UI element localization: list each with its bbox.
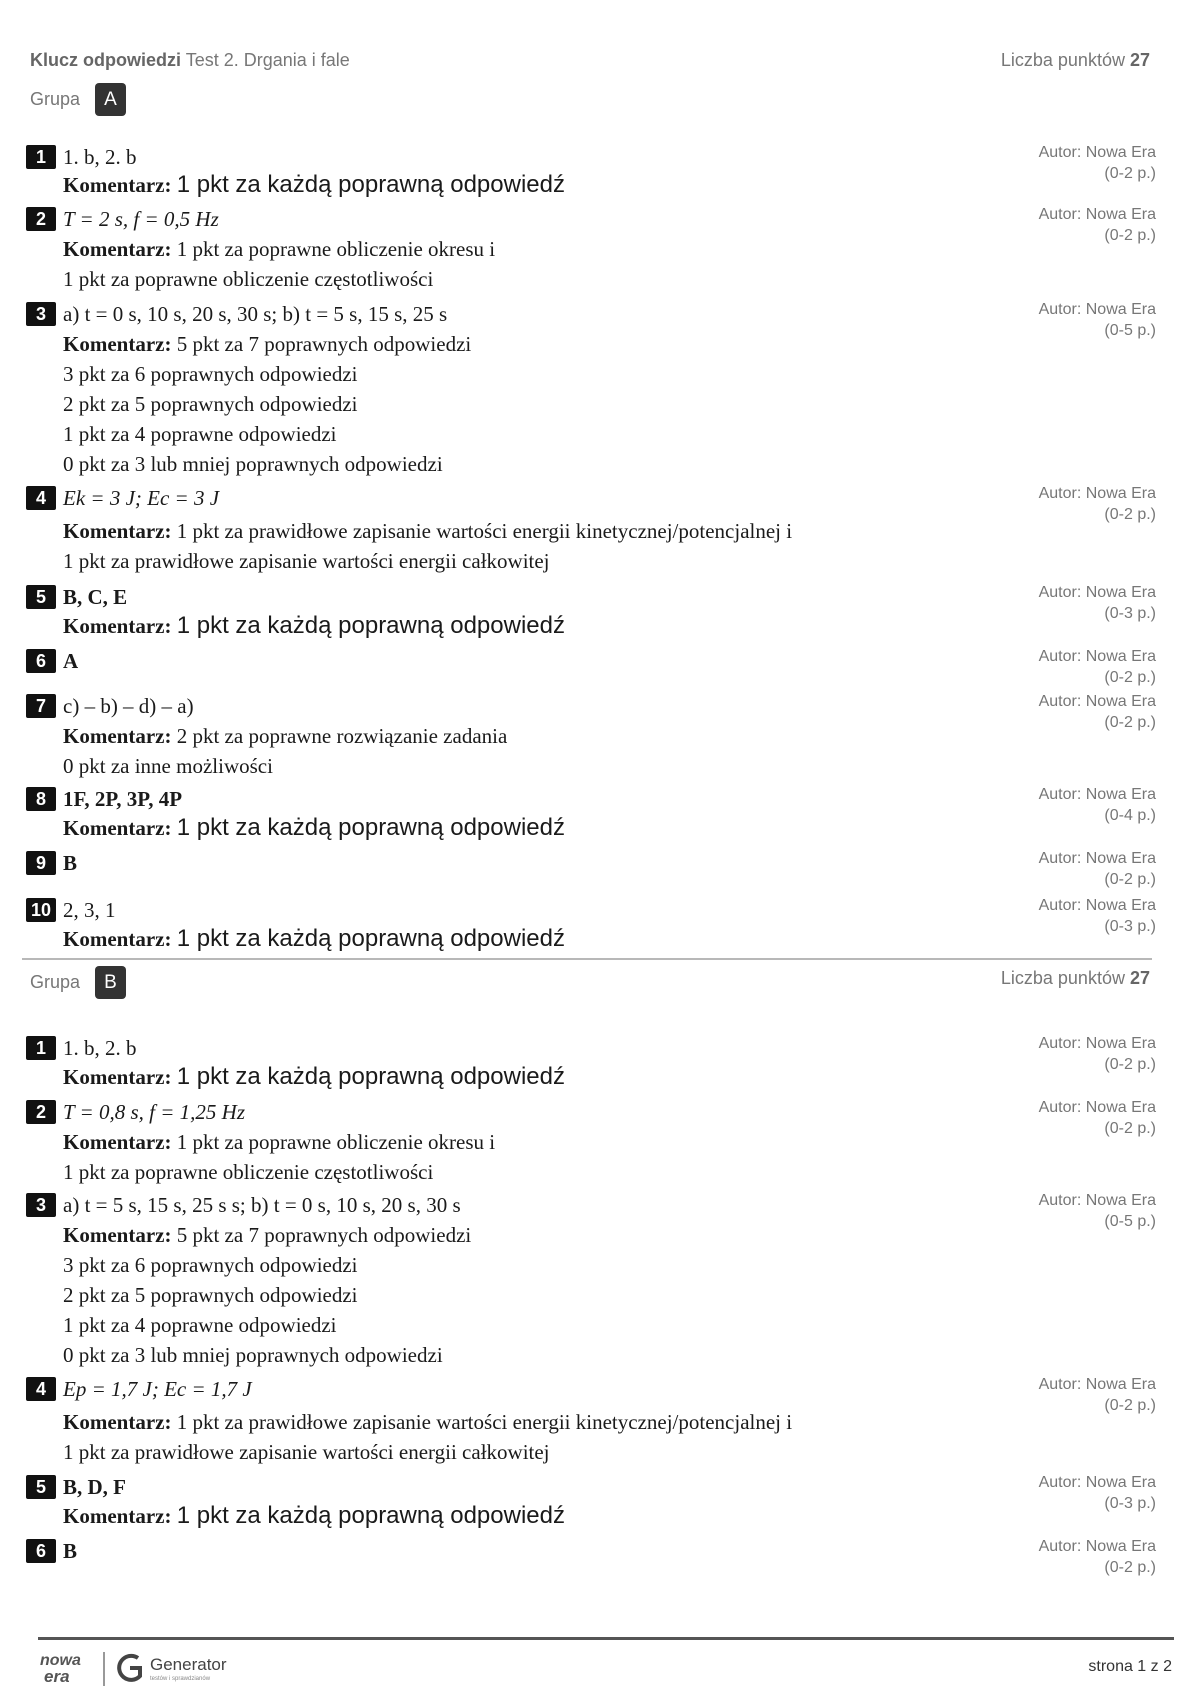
task-a-5 — [26, 582, 1156, 642]
task-a-2 — [26, 204, 1156, 294]
task-comment: Komentarz: 1 pkt za prawidłowe zapisanie wartości energii kinetycznej/potencjalnej i — [63, 1410, 793, 1434]
task-number: 7 — [26, 694, 56, 718]
task-answer: A — [63, 649, 79, 673]
doc-header — [30, 50, 1150, 76]
task-b-3 — [26, 1190, 1156, 1370]
task-comment-line: 1 pkt za prawidłowe zapisanie wartości energii całkowitej — [63, 1440, 550, 1464]
task-number: 6 — [26, 1539, 56, 1563]
task-comment-line: 0 pkt za inne możliwości — [63, 754, 273, 778]
page-number: strona 1 z 2 — [1088, 1658, 1172, 1675]
task-number: 10 — [26, 898, 56, 922]
task-number: 4 — [26, 486, 56, 510]
task-comment: Komentarz: 5 pkt za 7 poprawnych odpowiedzi — [63, 1223, 472, 1247]
task-number: 3 — [26, 1193, 56, 1217]
task-number: 6 — [26, 649, 56, 673]
task-comment-line: 2 pkt za 5 poprawnych odpowiedzi — [63, 392, 358, 416]
task-answer: B — [63, 1539, 78, 1563]
task-a-10 — [26, 895, 1156, 955]
task-answer: Ek = 3 J; Ec = 3 J — [63, 486, 220, 510]
task-number: 5 — [26, 1475, 56, 1499]
task-b-1 — [26, 1033, 1156, 1093]
task-answer: Ep = 1,7 J; Ec = 1,7 J — [63, 1377, 252, 1401]
task-a-6 — [26, 646, 1156, 690]
task-number: 2 — [26, 1100, 56, 1124]
task-comment: Komentarz: 1 pkt za każdą poprawną odpowiedź — [63, 612, 565, 639]
task-author: Autor: Nowa Era (0-2 p.) — [1038, 1376, 1156, 1414]
svg-text:testów i sprawdzianów: testów i sprawdzianów — [150, 1676, 211, 1682]
group-b-points: Liczba punktów 27 — [1000, 968, 1150, 988]
task-a-8 — [26, 784, 1156, 844]
brand-logo-icon — [38, 1648, 278, 1688]
footer-rule — [38, 1637, 1174, 1640]
svg-text:Generator: Generator — [150, 1655, 227, 1674]
task-comment-line: 0 pkt za 3 lub mniej poprawnych odpowiedzi — [63, 452, 443, 476]
svg-text:era: era — [44, 1667, 70, 1686]
task-number: 1 — [26, 1036, 56, 1060]
task-author: Autor: Nowa Era (0-2 p.) — [1038, 485, 1156, 523]
task-author: Autor: Nowa Era (0-3 p.) — [1038, 1474, 1156, 1512]
task-answer: T = 0,8 s, f = 1,25 Hz — [63, 1100, 245, 1124]
task-a-9 — [26, 848, 1156, 892]
task-b-4 — [26, 1374, 1156, 1464]
task-answer: B — [63, 851, 78, 875]
task-author: Autor: Nowa Era (0-2 p.) — [1038, 648, 1156, 686]
task-author: Autor: Nowa Era (0-2 p.) — [1038, 144, 1156, 182]
task-number: 3 — [26, 302, 56, 326]
task-b-5 — [26, 1472, 1156, 1532]
task-answer: T = 2 s, f = 0,5 Hz — [63, 207, 219, 231]
task-author: Autor: Nowa Era (0-3 p.) — [1038, 584, 1156, 622]
task-author: Autor: Nowa Era (0-2 p.) — [1038, 693, 1156, 731]
task-author: Autor: Nowa Era (0-4 p.) — [1038, 786, 1156, 824]
task-comment-line: 3 pkt za 6 poprawnych odpowiedzi — [63, 1253, 358, 1277]
points-total: Liczba punktów 27 — [1000, 50, 1150, 70]
task-answer: 2, 3, 1 — [63, 898, 116, 922]
task-comment: Komentarz: 1 pkt za poprawne obliczenie okresu i — [63, 1130, 496, 1154]
task-comment: Komentarz: 1 pkt za każdą poprawną odpowiedź — [63, 925, 565, 952]
task-comment-line: 1 pkt za poprawne obliczenie częstotliwości — [63, 1160, 434, 1184]
task-comment: Komentarz: 1 pkt za każdą poprawną odpowiedź — [63, 171, 565, 198]
task-author: Autor: Nowa Era (0-2 p.) — [1038, 1538, 1156, 1576]
group-badge-b: B — [95, 966, 126, 999]
task-b-2 — [26, 1097, 1156, 1187]
task-answer: 1F, 2P, 3P, 4P — [63, 787, 183, 811]
task-a-7 — [26, 691, 1156, 781]
task-a-3 — [26, 299, 1156, 479]
task-a-4 — [26, 483, 1156, 573]
task-number: 8 — [26, 787, 56, 811]
task-answer: 1. b, 2. b — [63, 1036, 137, 1060]
task-comment-line: 3 pkt za 6 poprawnych odpowiedzi — [63, 362, 358, 386]
task-number: 2 — [26, 207, 56, 231]
task-a-1 — [26, 142, 1156, 202]
task-answer: B, D, F — [63, 1475, 126, 1499]
svg-text:nowa: nowa — [40, 1652, 81, 1669]
task-number: 5 — [26, 585, 56, 609]
task-number: 9 — [26, 851, 56, 875]
task-comment-line: 1 pkt za 4 poprawne odpowiedzi — [63, 1313, 337, 1337]
task-comment-line: 2 pkt za 5 poprawnych odpowiedzi — [63, 1283, 358, 1307]
task-number: 4 — [26, 1377, 56, 1401]
task-comment: Komentarz: 1 pkt za poprawne obliczenie okresu i — [63, 237, 496, 261]
task-comment: Komentarz: 1 pkt za prawidłowe zapisanie wartości energii kinetycznej/potencjalnej i — [63, 519, 793, 543]
task-answer: B, C, E — [63, 585, 128, 609]
task-comment-line: 1 pkt za 4 poprawne odpowiedzi — [63, 422, 337, 446]
doc-title: Klucz odpowiedzi Test 2. Drgania i fale — [30, 50, 350, 70]
task-number: 1 — [26, 145, 56, 169]
task-answer: c) – b) – d) – a) — [63, 694, 194, 718]
task-answer: a) t = 0 s, 10 s, 20 s, 30 s; b) t = 5 s, 15 s, 25 s — [63, 302, 448, 326]
task-comment: Komentarz: 2 pkt za poprawne rozwiązanie zadania — [63, 724, 508, 748]
task-author: Autor: Nowa Era (0-3 p.) — [1038, 897, 1156, 935]
task-author: Autor: Nowa Era (0-2 p.) — [1038, 850, 1156, 888]
task-author: Autor: Nowa Era (0-5 p.) — [1038, 1192, 1156, 1230]
task-comment: Komentarz: 1 pkt za każdą poprawną odpowiedź — [63, 814, 565, 841]
task-answer: 1. b, 2. b — [63, 145, 137, 169]
task-author: Autor: Nowa Era (0-2 p.) — [1038, 1099, 1156, 1137]
task-comment: Komentarz: 5 pkt za 7 poprawnych odpowiedzi — [63, 332, 472, 356]
task-comment-line: 1 pkt za poprawne obliczenie częstotliwości — [63, 267, 434, 291]
group-divider — [22, 958, 1152, 960]
task-comment-line: 1 pkt za prawidłowe zapisanie wartości energii całkowitej — [63, 549, 550, 573]
task-answer: a) t = 5 s, 15 s, 25 s s; b) t = 0 s, 10 s, 20 s, 30 s — [63, 1193, 461, 1217]
task-comment-line: 0 pkt za 3 lub mniej poprawnych odpowiedzi — [63, 1343, 443, 1367]
footer-logos — [38, 1648, 278, 1688]
task-author: Autor: Nowa Era (0-2 p.) — [1038, 206, 1156, 244]
task-author: Autor: Nowa Era (0-2 p.) — [1038, 1035, 1156, 1073]
task-author: Autor: Nowa Era (0-5 p.) — [1038, 301, 1156, 339]
task-comment: Komentarz: 1 pkt za każdą poprawną odpowiedź — [63, 1502, 565, 1529]
task-comment: Komentarz: 1 pkt za każdą poprawną odpowiedź — [63, 1063, 565, 1090]
task-b-6 — [26, 1536, 1156, 1580]
group-badge-a: A — [95, 83, 126, 116]
